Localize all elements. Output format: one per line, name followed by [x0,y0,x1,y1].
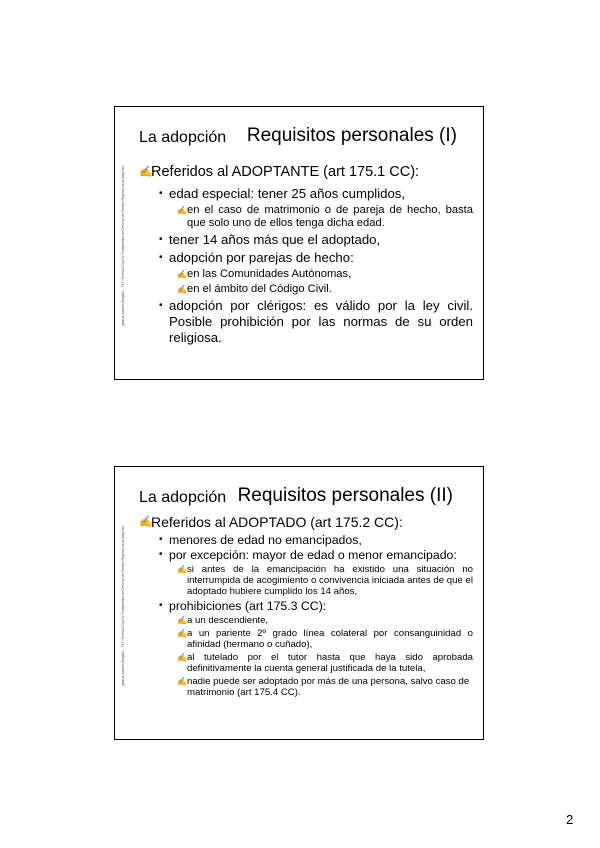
bullet-icon: • [159,300,163,311]
sub-list-item [177,628,473,650]
list-item [159,232,473,248]
sub-item-text: en el caso de matrimonio o de pareja de hecho, basta que solo uno de ellos tenga dicha edad. [187,204,473,229]
writing-hand-icon: ✍ [177,206,187,215]
sub-item-text: a un pariente 2º grado línea colateral por consanguinidad o afinidad (hermano o cuñado), [187,628,473,650]
sub-list-item [177,283,473,296]
slide-1-section-title: La adopción [139,129,227,146]
item-text: adopción por parejas de hecho: [169,250,354,265]
sub-item-text: a un descendiente, [187,615,269,626]
slide-1-heading [139,163,473,182]
slide-2-header [139,481,475,509]
list-item [159,298,473,346]
writing-hand-icon: ✍ [177,629,187,638]
item-text: menores de edad no emancipados, [169,533,362,547]
sub-item-text: en las Comunidades Autónomas, [187,268,352,280]
list-item [159,599,473,613]
side-note-text: Ignacio Sancho Gargallo – TSJ / Derecho Civil, IV Fundamentos de Derecho de Familia: Régimen de la Adopción [121,525,125,687]
sub-list-item [177,564,473,597]
writing-hand-icon: ✍ [177,565,187,574]
sub-item-text: en el ámbito del Código Civil. [187,283,332,295]
item-text: por excepción: mayor de edad o menor emancipado: [169,548,457,562]
list-item [159,250,473,266]
item-text: adopción por clérigos: es válido por la ley civil. Posible prohibición por las normas de su orden religiosa. [169,298,473,345]
heading-text: Referidos al ADOPTANTE (art 175.1 CC): [151,164,420,180]
sub-list-item [177,268,473,281]
page-number: 2 [566,812,574,827]
sub-item-text: al tutelado por el tutor hasta que haya sido aprobada definitivamente la cuenta general justificada de la tutela, [187,652,473,674]
sub-list-item [177,652,473,674]
bullet-icon: • [159,549,163,560]
writing-hand-icon: ✍ [177,677,187,686]
slide-1-title: Requisitos personales (I) [246,125,457,146]
slide-1-content [139,163,473,348]
slide-2 [114,466,484,740]
list-item [159,533,473,547]
writing-hand-icon: ✍ [139,166,153,178]
side-note-text: Ignacio Sancho Gargallo – TSJ / Derecho Civil, IV Fundamentos de Derecho de Familia: Régimen de la Adopción [121,165,125,327]
sub-list-item [177,676,473,698]
slide-2-content [139,514,473,700]
bullet-icon: • [159,234,163,245]
slide-1-side-note [118,123,128,369]
slide-1 [114,106,484,380]
slide-2-heading [139,514,473,531]
slide-2-section-title: La adopción [139,489,227,506]
item-text: prohibiciones (art 175.3 CC): [169,599,327,613]
slide-2-title: Requisitos personales (II) [237,485,453,506]
item-text: edad especial: tener 25 años cumplidos, [169,186,406,201]
sub-item-text: si antes de la emancipación ha existido una situación no interrumpida de acogimiento o convivencia iniciada antes de que el adoptado hubiere cumplido los 14 años, [187,564,473,597]
slide-1-header [139,121,475,149]
writing-hand-icon: ✍ [177,270,187,279]
bullet-icon: • [159,600,163,611]
slide-2-side-note [118,483,128,729]
sub-list-item [177,204,473,230]
writing-hand-icon: ✍ [177,616,187,625]
bullet-icon: • [159,534,163,545]
writing-hand-icon: ✍ [177,653,187,662]
bullet-icon: • [159,252,163,263]
writing-hand-icon: ✍ [177,285,187,294]
bullet-icon: • [159,188,163,199]
list-item [159,548,473,562]
writing-hand-icon: ✍ [139,516,153,528]
sub-list-item [177,615,473,626]
list-item [159,186,473,202]
heading-text: Referidos al ADOPTADO (art 175.2 CC): [151,514,403,530]
item-text: tener 14 años más que el adoptado, [169,232,381,247]
sub-item-text: nadie puede ser adoptado por más de una persona, salvo caso de matrimonio (art 175.4 CC). [187,676,470,698]
